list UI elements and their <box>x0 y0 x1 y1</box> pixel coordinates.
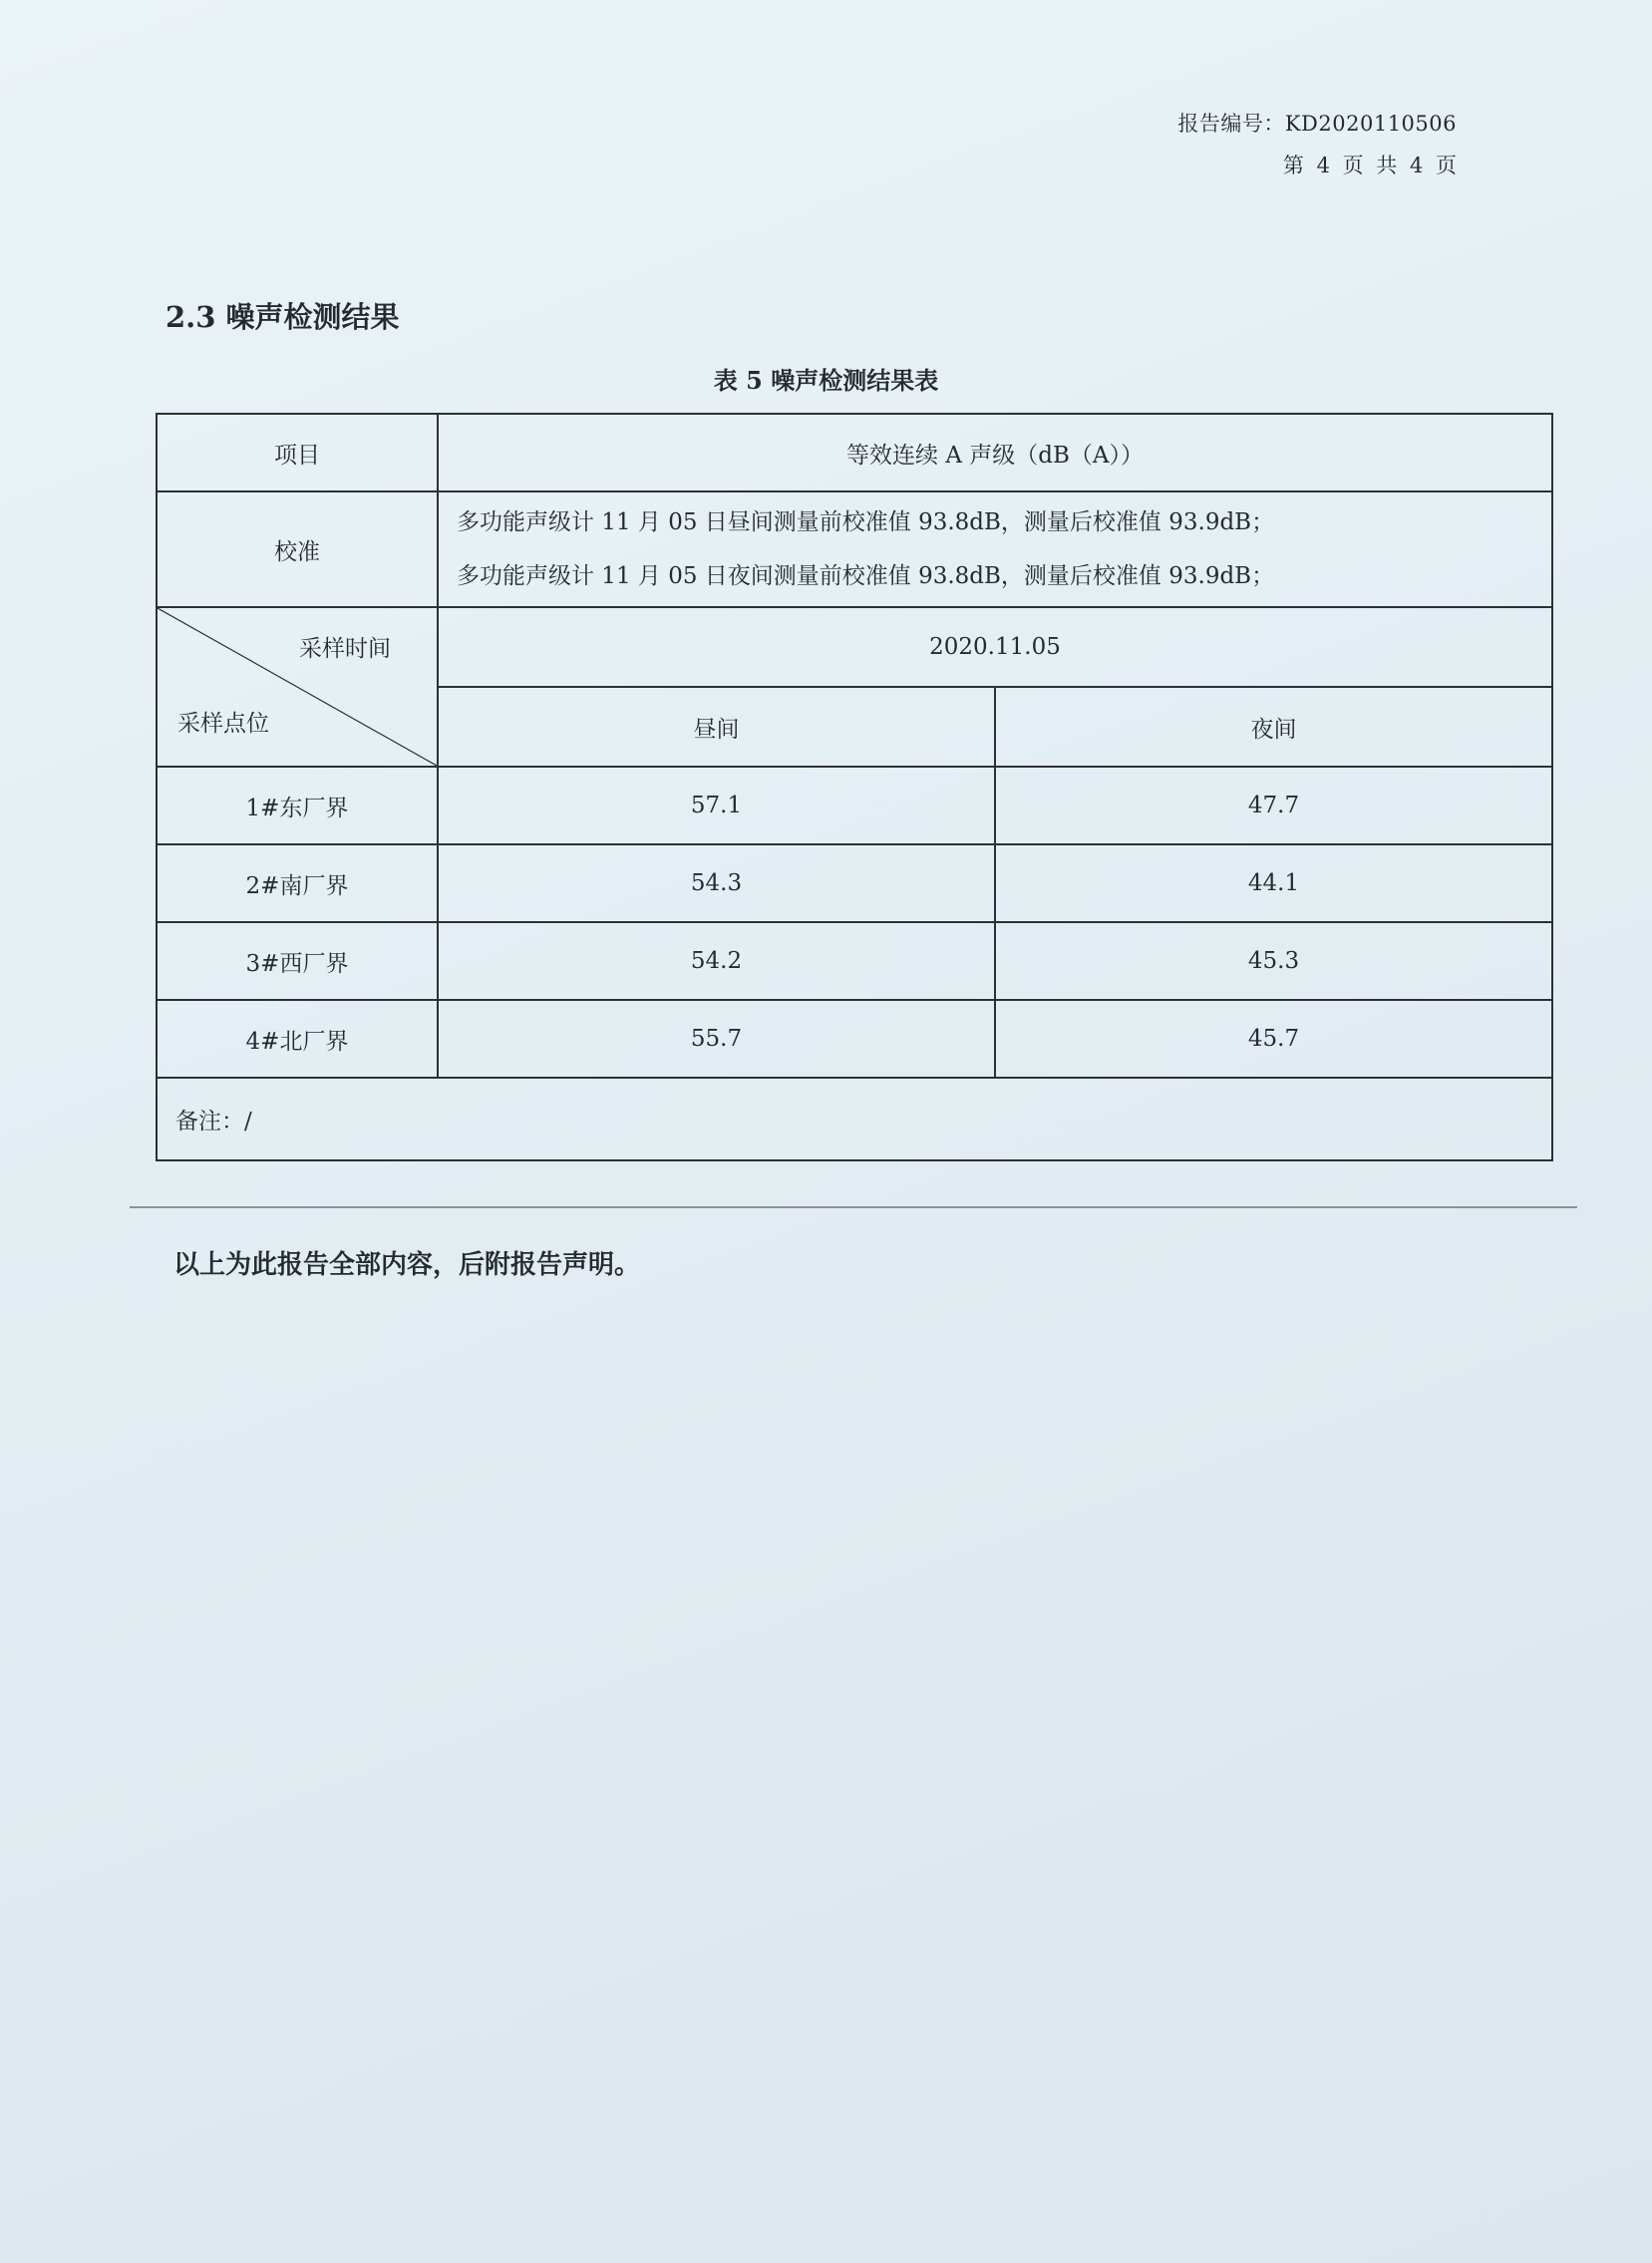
page-number: 第 4 页 共 4 页 <box>1282 154 1457 177</box>
calibration-text <box>438 491 1552 607</box>
calibration-label: 校准 <box>157 491 438 607</box>
table-row <box>157 922 1552 1000</box>
night-value-cell: 44.1 <box>995 844 1552 922</box>
diagonal-header-cell <box>157 607 438 767</box>
calibration-line-day: 多功能声级计 11 月 05 日昼间测量前校准值 93.8dB，测量后校准值 93.9dB； <box>457 509 1275 535</box>
sampling-point-label: 采样点位 <box>177 711 269 737</box>
calibration-row <box>157 491 1552 607</box>
noise-result-table <box>156 413 1553 1161</box>
item-value: 等效连续 A 声级（dB（A）） <box>438 414 1552 491</box>
day-value-cell: 54.3 <box>438 844 995 922</box>
table-title: 表 5 噪声检测结果表 <box>713 366 939 395</box>
diagonal-line <box>158 608 437 766</box>
calibration-line-night: 多功能声级计 11 月 05 日夜间测量前校准值 93.8dB，测量后校准值 93.9dB； <box>457 563 1275 589</box>
table-row <box>157 844 1552 922</box>
point-cell: 4#北厂界 <box>157 1000 438 1078</box>
point-cell: 3#西厂界 <box>157 922 438 1000</box>
sampling-time-label: 采样时间 <box>299 636 391 662</box>
day-value-cell: 54.2 <box>438 922 995 1000</box>
remark-row <box>157 1078 1552 1160</box>
sampling-date: 2020.11.05 <box>438 607 1552 687</box>
column-day: 昼间 <box>438 687 995 767</box>
remark-text: 备注：/ <box>157 1078 1552 1160</box>
point-cell: 1#东厂界 <box>157 767 438 844</box>
section-title: 2.3 噪声检测结果 <box>165 300 400 334</box>
table-row <box>157 1000 1552 1078</box>
date-row <box>157 607 1552 687</box>
night-value-cell: 45.3 <box>995 922 1552 1000</box>
night-value-cell: 47.7 <box>995 767 1552 844</box>
report-number: 报告编号：KD2020110506 <box>1177 112 1457 136</box>
point-cell: 2#南厂界 <box>157 844 438 922</box>
day-value-cell: 55.7 <box>438 1000 995 1078</box>
item-row <box>157 414 1552 491</box>
item-label: 项目 <box>157 414 438 491</box>
table-row <box>157 767 1552 844</box>
day-value-cell: 57.1 <box>438 767 995 844</box>
divider-line <box>130 1206 1577 1208</box>
column-night: 夜间 <box>995 687 1552 767</box>
night-value-cell: 45.7 <box>995 1000 1552 1078</box>
closing-statement: 以上为此报告全部内容，后附报告声明。 <box>173 1250 641 1280</box>
